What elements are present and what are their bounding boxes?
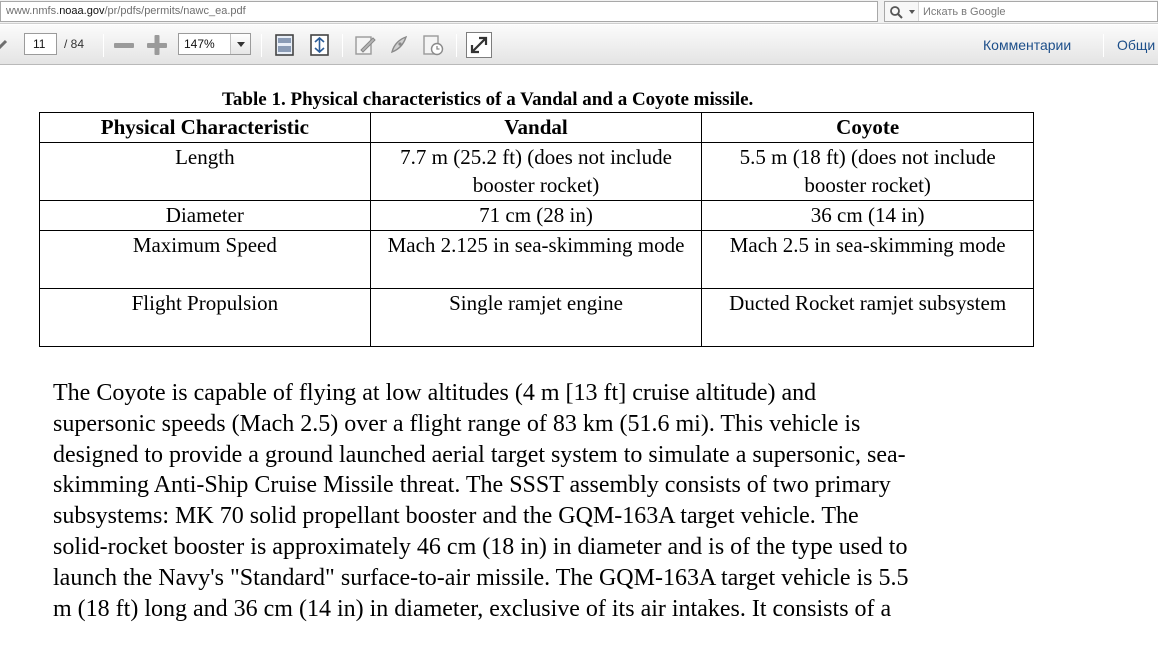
table-cell: Ducted Rocket ramjet subsystem	[702, 289, 1034, 347]
paragraph-line: designed to provide a ground launched aerial target system to simulate a supersonic, sea-	[53, 441, 906, 468]
plus-icon	[144, 32, 170, 58]
toolbar-divider	[1103, 34, 1104, 57]
search-icon	[889, 5, 905, 19]
table-cell: Maximum Speed	[40, 231, 371, 289]
fit-page-button[interactable]	[272, 32, 298, 58]
pdf-toolbar	[0, 25, 1158, 65]
table-cell: 71 cm (28 in)	[370, 201, 702, 231]
zoom-in-button[interactable]	[144, 32, 170, 58]
table-row	[40, 201, 1034, 231]
address-bar-row	[0, 0, 1158, 24]
table-row	[40, 143, 1034, 201]
document-clock-icon	[420, 32, 446, 58]
zoom-value: 147%	[184, 37, 215, 51]
zoom-select[interactable]	[178, 33, 251, 55]
stamp-tool-button[interactable]	[420, 32, 446, 58]
toolbar-divider	[261, 34, 262, 57]
search-engine-selector[interactable]	[885, 2, 919, 21]
table-cell: Mach 2.125 in sea-skimming mode	[370, 231, 702, 289]
paragraph-line: skimming Anti-Ship Cruise Missile threat. The SSST assembly consists of two primary	[53, 472, 891, 499]
column-header: Coyote	[702, 113, 1034, 143]
paragraph-line: subsystems: MK 70 solid propellant booster and the GQM-163A target vehicle. The	[53, 503, 859, 530]
table-cell: Flight Propulsion	[40, 289, 371, 347]
paragraph-line: The Coyote is capable of flying at low altitudes (4 m [13 ft] cruise altitude) and	[53, 380, 817, 406]
paragraph-line: m (18 ft) long and 36 cm (14 in) in diameter, exclusive of its air intakes. It consists of a	[53, 595, 892, 622]
table-cell: 36 cm (14 in)	[702, 201, 1034, 231]
url-field[interactable]	[0, 1, 878, 22]
table-row	[40, 231, 1034, 289]
paragraph-line: supersonic speeds (Mach 2.5) over a flight range of 83 km (51.6 mi). This vehicle is	[53, 410, 861, 437]
minus-icon	[111, 32, 137, 58]
pencil-icon	[352, 32, 378, 58]
column-header: Physical Characteristic	[40, 113, 371, 143]
sign-tool-button[interactable]	[386, 32, 412, 58]
share-button[interactable]: Общи	[1117, 37, 1156, 53]
toolbar-divider	[456, 34, 457, 57]
url-host: noaa.gov	[59, 5, 105, 17]
fit-width-button[interactable]	[307, 32, 333, 58]
page-number-input[interactable]: 11	[24, 33, 57, 55]
paragraph-line: launch the Navy's "Standard" surface-to-air missile. The GQM-163A target vehicle is 5.5	[53, 564, 909, 591]
paragraph-line: solid-rocket booster is approximately 46 cm (18 in) in diameter and is of the type used to	[53, 533, 908, 560]
table-cell: 7.7 m (25.2 ft) (does not include booster rocket)	[370, 143, 702, 201]
comments-button[interactable]: Комментарии	[983, 37, 1072, 53]
toolbar-divider	[342, 34, 343, 57]
zoom-out-button[interactable]	[111, 32, 137, 58]
column-header: Vandal	[370, 113, 702, 143]
search-input[interactable]	[923, 2, 1153, 21]
chevron-down-icon[interactable]	[230, 34, 250, 54]
fullscreen-button[interactable]	[466, 32, 492, 58]
table-header-row	[40, 113, 1034, 143]
table-row	[40, 289, 1034, 347]
table-cell: Single ramjet engine	[370, 289, 702, 347]
toolbar-divider	[103, 34, 104, 57]
search-box	[884, 1, 1158, 22]
url-prefix: www.nmfs.	[6, 5, 60, 17]
pdf-page	[0, 66, 1158, 653]
next-page-button[interactable]	[0, 32, 8, 58]
fit-page-icon	[272, 32, 298, 58]
table-caption: Table 1. Physical characteristics of a Vandal and a Coyote missile.	[222, 89, 754, 110]
chevron-down-icon	[909, 10, 915, 14]
comment-tool-button[interactable]	[352, 32, 378, 58]
pen-nib-icon	[386, 32, 412, 58]
page-total: / 84	[64, 37, 85, 51]
characteristics-table	[39, 112, 1034, 347]
table-cell: Length	[40, 143, 371, 201]
table-cell: Mach 2.5 in sea-skimming mode	[702, 231, 1034, 289]
table-cell: 5.5 m (18 ft) (does not include booster rocket)	[702, 143, 1034, 201]
body-paragraph	[53, 378, 1033, 624]
arrow-down-icon	[0, 32, 8, 58]
table-cell: Diameter	[40, 201, 371, 231]
expand-icon	[467, 33, 491, 57]
url-path: /pr/pdfs/permits/nawc_ea.pdf	[104, 5, 246, 17]
fit-width-icon	[307, 32, 333, 58]
